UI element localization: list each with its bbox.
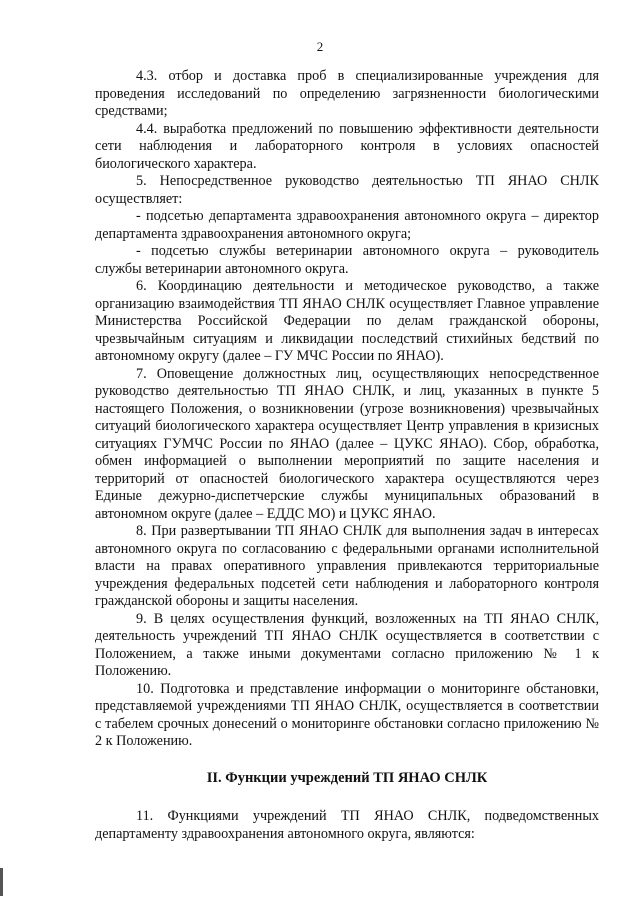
section-heading: II. Функции учреждений ТП ЯНАО СНЛК bbox=[206, 769, 488, 786]
scan-edge-mark bbox=[0, 868, 3, 896]
paragraph-11: 11. Функциями учреждений ТП ЯНАО СНЛК, подведомственных департаменту здравоохранения автономного округа, являются: bbox=[95, 808, 599, 842]
document-body bbox=[95, 68, 599, 843]
paragraph-6: 6. Координацию деятельности и методическое руководство, а также организацию взаимодействия ТП ЯНАО СНЛК осуществляет Главное управление Министерства Российской Федерации по делам гражданской обороны, чрезвычайным ситуациям и ликвидации последствий стихийных бедствий по автономному округу (далее – ГУ МЧС России по ЯНАО). bbox=[95, 278, 599, 364]
paragraph-4-3: 4.3. отбор и доставка проб в специализированные учреждения для проведения исследований по определению загрязненности биологическими средствами; bbox=[95, 68, 599, 119]
paragraph-8: 8. При развертывании ТП ЯНАО СНЛК для выполнения задач в интересах автономного округа по согласованию с федеральными органами исполнительной власти на правах оперативного управления привлекаются территориальные учреждения федеральных подсетей сети наблюдения и лабораторного контроля гражданской обороны и защиты населения. bbox=[95, 523, 599, 609]
paragraph-7: 7. Оповещение должностных лиц, осуществляющих непосредственное руководство деятельностью ТП ЯНАО СНЛК, и лиц, указанных в пункте 5 настоящего Положения, о возникновении (угрозе возникновения) чрезвычайных ситуаций биологического характера осуществляет Центр управления в кризисных ситуациях ГУМЧС России по ЯНАО (далее – ЦУКС ЯНАО). Сбор, обработка, обмен информацией о выполнении мероприятий по защите населения и территорий от опасностей биологического характера осуществляются через Единые дежурно-диспетчерские службы муниципальных образований в автономном округе (далее – ЕДДС МО) и ЦУКС ЯНАО. bbox=[95, 365, 599, 522]
paragraph-5-item-veterinary: - подсетью службы ветеринарии автономного округа – руководитель службы ветеринарии автономного округа. bbox=[95, 243, 599, 277]
paragraph-5-item-health: - подсетью департамента здравоохранения автономного округа – директор департамента здравоохранения автономного округа; bbox=[95, 208, 599, 242]
paragraph-5: 5. Непосредственное руководство деятельностью ТП ЯНАО СНЛК осуществляет: bbox=[95, 173, 599, 207]
paragraph-10: 10. Подготовка и представление информации о мониторинге обстановки, представляемой учреждениями ТП ЯНАО СНЛК, осуществляется в соответствии с табелем срочных донесений о мониторинге обстановки согласно приложению № 2 к Положению. bbox=[95, 680, 599, 749]
paragraph-4-4: 4.4. выработка предложений по повышению эффективности деятельности сети наблюдения и лабораторного контроля в условиях опасностей биологического характера. bbox=[95, 120, 599, 172]
paragraph-9: 9. В целях осуществления функций, возложенных на ТП ЯНАО СНЛК, деятельность учреждений ТП ЯНАО СНЛК осуществляется в соответствии с Положением, а также иными документами согласно приложению № 1 к Положению. bbox=[95, 610, 599, 679]
page-number: 2 bbox=[316, 39, 324, 54]
